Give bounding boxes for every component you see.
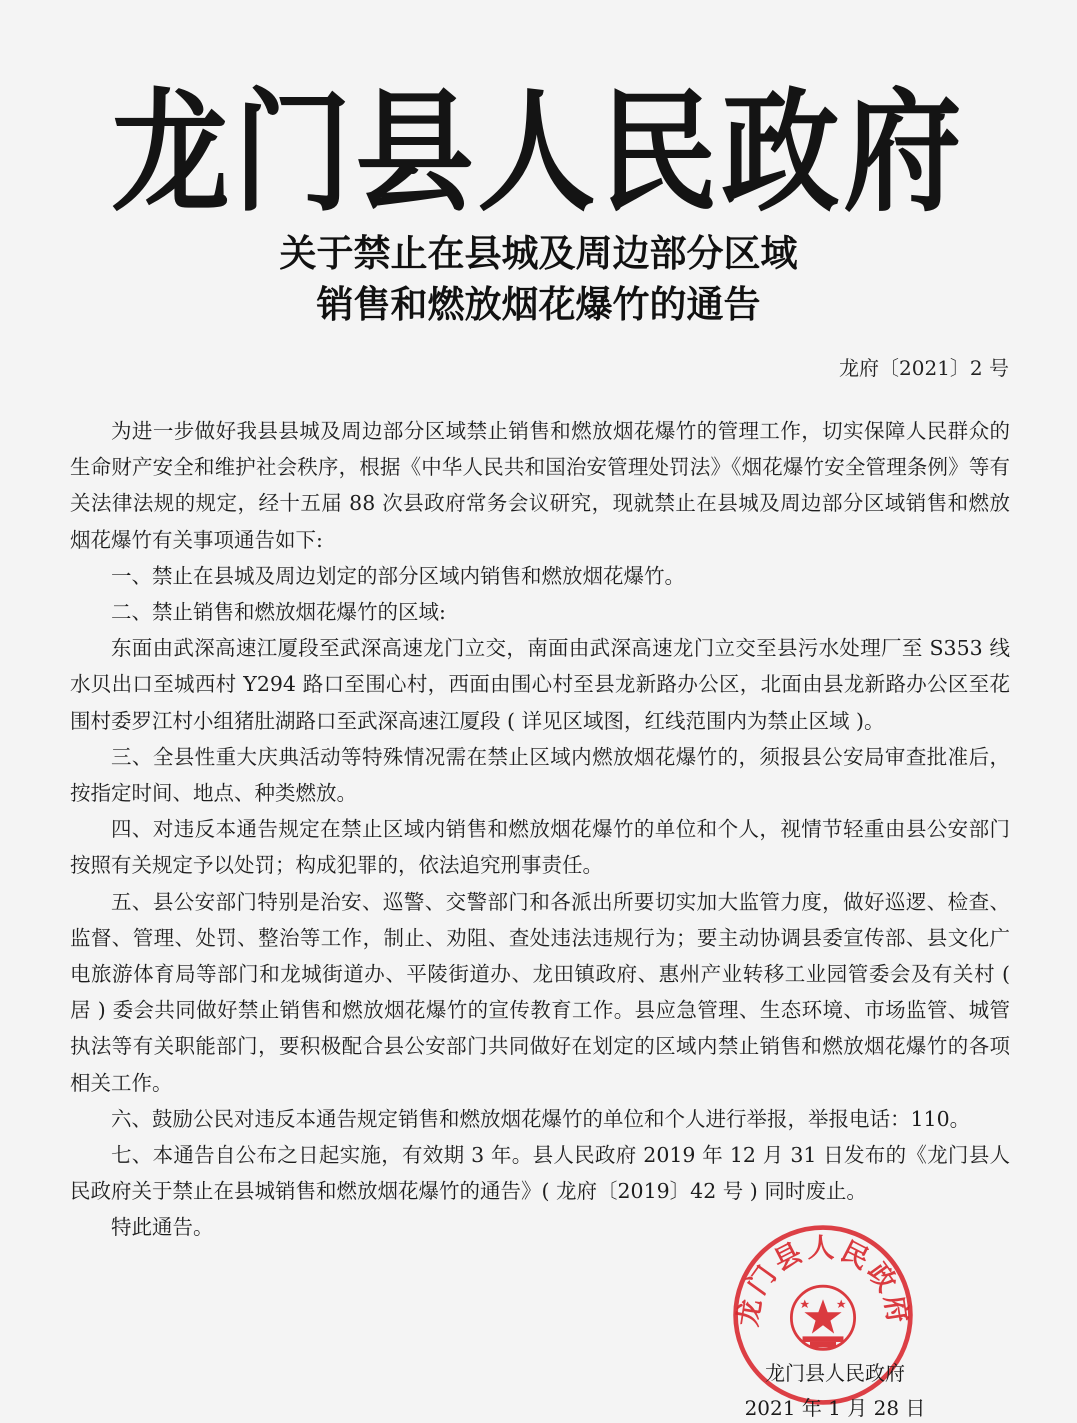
notice-title-line-1: 关于禁止在县城及周边部分区域 xyxy=(279,232,798,275)
paragraph-item-1: 一、禁止在县城及周边划定的部分区域内销售和燃放烟花爆竹。 xyxy=(111,563,685,588)
paragraph-intro: 为进一步做好我县县城及周边部分区域禁止销售和燃放烟花爆竹的管理工作，切实保障人民群众的生命财产安全和维护社会秩序，根据《中华人民共和国治安管理处罚法》《烟花爆竹安全管理条例》等有关法律法规的规定，经十五届 88 次县政府常务会议研究，现就禁止在县城及周边部分区域销售和燃放烟花爆竹有关事项通告如下: xyxy=(70,419,1010,552)
paragraph-item-5: 五、县公安部门特别是治安、巡警、交警部门和各派出所要切实加大监管力度，做好巡逻、检查、监督、管理、处罚、整治等工作，制止、劝阻、查处违法违规行为；要主动协调县委宣传部、县文化广电旅游体育局等部门和龙城街道办、平陵街道办、龙田镇政府、惠州产业转移工业园管委会及有关村 ( 居 ) 委会共同做好禁止销售和燃放烟花爆竹的宣传教育工作。县应急管理、生态环境、市场监管、城管执法等有关职能部门，要积极配合县公安部门共同做好在划定的区域内禁止销售和燃放烟花爆竹的各项相关工作。 xyxy=(70,889,1010,1095)
paragraph-item-7: 七、本通告自公布之日起实施，有效期 3 年。县人民政府 2019 年 12 月 31 日发布的《龙门县人民政府关于禁止在县城销售和燃放烟花爆竹的通告》( 龙府〔2019〕42 号 ) 同时废止。 xyxy=(70,1143,1010,1204)
paragraph-area-description: 东面由武深高速江厦段至武深高速龙门立交，南面由武深高速龙门立交至县污水处理厂至 S353 线水贝出口至城西村 Y294 路口至围心村，西面由围心村至县龙新路办公区，北面由县龙新路办公区至花围村委罗江村小组猪肚湖路口至武深高速江厦段 ( 详见区域图，红线范围内为禁止区域 )。 xyxy=(70,636,1010,733)
issuer-header: 龙门县人民政府 xyxy=(111,75,966,230)
paragraph-item-4: 四、对违反本通告规定在禁止区域内销售和燃放烟花爆竹的单位和个人，视情节轻重由县公安部门按照有关规定予以处罚；构成犯罪的，依法追究刑事责任。 xyxy=(70,817,1010,878)
national-emblem-icon xyxy=(791,1286,854,1349)
notice-body xyxy=(70,413,1010,1246)
paragraph-item-3: 三、全县性重大庆典活动等特殊情况需在禁止区域内燃放烟花爆竹的，须报县公安局审查批准后，按指定时间、地点、种类燃放。 xyxy=(70,744,1010,806)
document-number: 龙府〔2021〕2 号 xyxy=(839,356,1009,380)
signature-organization: 龙门县人民政府 xyxy=(765,1361,905,1385)
notice-title-line-2: 销售和燃放烟花爆竹的通告 xyxy=(316,283,761,326)
paragraph-item-6: 六、鼓励公民对违反本通告规定销售和燃放烟花爆竹的单位和个人进行举报，举报电话：110。 xyxy=(111,1106,971,1131)
paragraph-closing: 特此通告。 xyxy=(111,1215,214,1240)
seal-text: 龙门县人民政府 xyxy=(732,1233,914,1329)
paragraph-item-2: 二、禁止销售和燃放烟花爆竹的区域: xyxy=(111,600,446,625)
signature-date: 2021 年 1 月 28 日 xyxy=(744,1396,926,1420)
